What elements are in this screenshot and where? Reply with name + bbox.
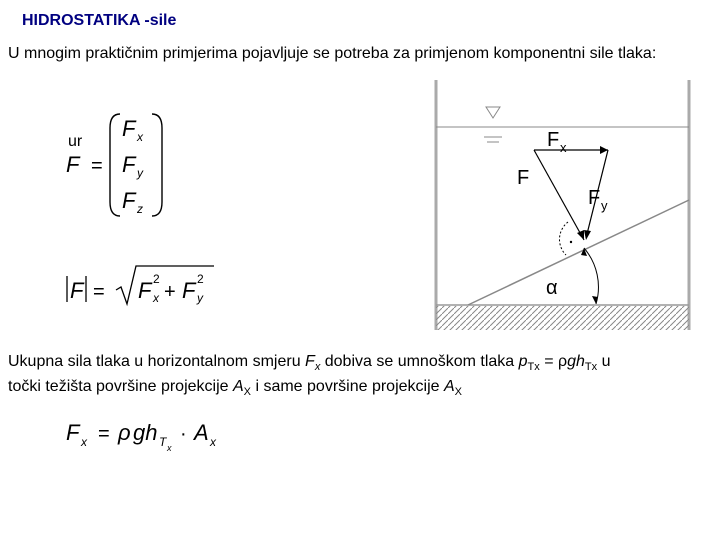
right-angle-arc bbox=[559, 222, 568, 255]
p2-rho: ρ bbox=[558, 353, 568, 370]
f-arrow bbox=[534, 150, 584, 240]
f-arrowhead bbox=[577, 230, 584, 240]
bf-f: F bbox=[66, 420, 80, 445]
right-paren bbox=[152, 114, 162, 216]
magnitude-plus: + bbox=[164, 281, 176, 303]
label-fx-sub: x bbox=[560, 140, 567, 155]
force-diagram bbox=[430, 80, 692, 338]
p2-a2: A bbox=[443, 378, 455, 396]
vector-arrow-mark: ur bbox=[68, 133, 83, 150]
p2-gh-sub: Tx bbox=[584, 361, 598, 374]
bf-f-sub: x bbox=[81, 435, 87, 449]
label-fy-sub: y bbox=[601, 198, 608, 213]
magnitude-term1: F bbox=[138, 278, 152, 303]
p2-p: p bbox=[518, 353, 528, 370]
label-fy: F bbox=[588, 187, 601, 209]
magnitude-sub1: x bbox=[153, 291, 159, 305]
p2-a2-sub: X bbox=[454, 386, 462, 399]
p2-text-6: i same površine projekcije bbox=[251, 378, 444, 396]
bf-gh-sub: T bbox=[159, 435, 167, 449]
p2-a1: A bbox=[232, 378, 244, 396]
bf-rho: ρ bbox=[118, 420, 131, 445]
component-fz: F bbox=[122, 188, 136, 213]
label-alpha: α bbox=[546, 277, 558, 299]
p2-gh: gh bbox=[567, 353, 585, 370]
bf-a-sub: x bbox=[210, 435, 216, 449]
component-fy: F bbox=[122, 152, 136, 177]
p2-f-sub: x bbox=[314, 361, 321, 374]
alpha-arc-arrow-bottom bbox=[592, 296, 598, 304]
alpha-arc bbox=[584, 248, 598, 304]
component-fz-sub: z bbox=[137, 202, 143, 216]
intro-paragraph: U mnogim praktičnim primjerima pojavljuje se potreba za primjenom komponentni sile tlaka: bbox=[8, 45, 657, 62]
component-fx-sub: x bbox=[137, 130, 143, 144]
fy-arrowhead bbox=[584, 230, 591, 240]
label-fx: F bbox=[547, 129, 560, 151]
bf-gh: gh bbox=[133, 420, 158, 445]
magnitude-lhs: F bbox=[70, 278, 84, 303]
ground-hatch bbox=[436, 306, 689, 330]
p2-a1-sub: X bbox=[243, 386, 251, 399]
magnitude-sub2: y bbox=[197, 291, 203, 305]
horizontal-force-formula bbox=[62, 412, 242, 460]
magnitude-formula bbox=[60, 258, 220, 308]
vector-formula bbox=[60, 108, 170, 223]
left-paren bbox=[110, 114, 120, 216]
label-f: F bbox=[517, 167, 530, 189]
bf-gh-subsub: x bbox=[167, 443, 172, 453]
p2-f: F bbox=[305, 353, 315, 370]
bf-a: A bbox=[194, 420, 209, 445]
p2-text-2: dobiva se umnoškom tlaka bbox=[320, 353, 519, 370]
component-fx: F bbox=[122, 116, 136, 141]
bf-dot: · bbox=[180, 423, 187, 445]
p2-p-sub: Tx bbox=[527, 361, 540, 374]
magnitude-equals: = bbox=[93, 281, 105, 303]
vector-lhs: F bbox=[66, 152, 80, 177]
p2-text-4: u bbox=[597, 353, 611, 370]
inclined-plate bbox=[468, 200, 689, 305]
p2-text-5: točki težišta površine projekcije bbox=[8, 378, 233, 396]
right-angle-dot bbox=[570, 241, 572, 243]
horizontal-force-paragraph bbox=[8, 352, 714, 402]
slide-title: HIDROSTATIKA -sile bbox=[22, 12, 177, 29]
p2-text-3: = bbox=[539, 353, 559, 370]
magnitude-sup1: 2 bbox=[153, 272, 160, 286]
magnitude-term2: F bbox=[182, 278, 196, 303]
water-level-icon bbox=[486, 107, 500, 118]
component-fy-sub: y bbox=[137, 166, 143, 180]
magnitude-sup2: 2 bbox=[197, 272, 204, 286]
vector-equals: = bbox=[91, 155, 103, 177]
p2-text-1: Ukupna sila tlaka u horizontalnom smjeru bbox=[8, 353, 306, 370]
bf-equals: = bbox=[98, 423, 110, 445]
